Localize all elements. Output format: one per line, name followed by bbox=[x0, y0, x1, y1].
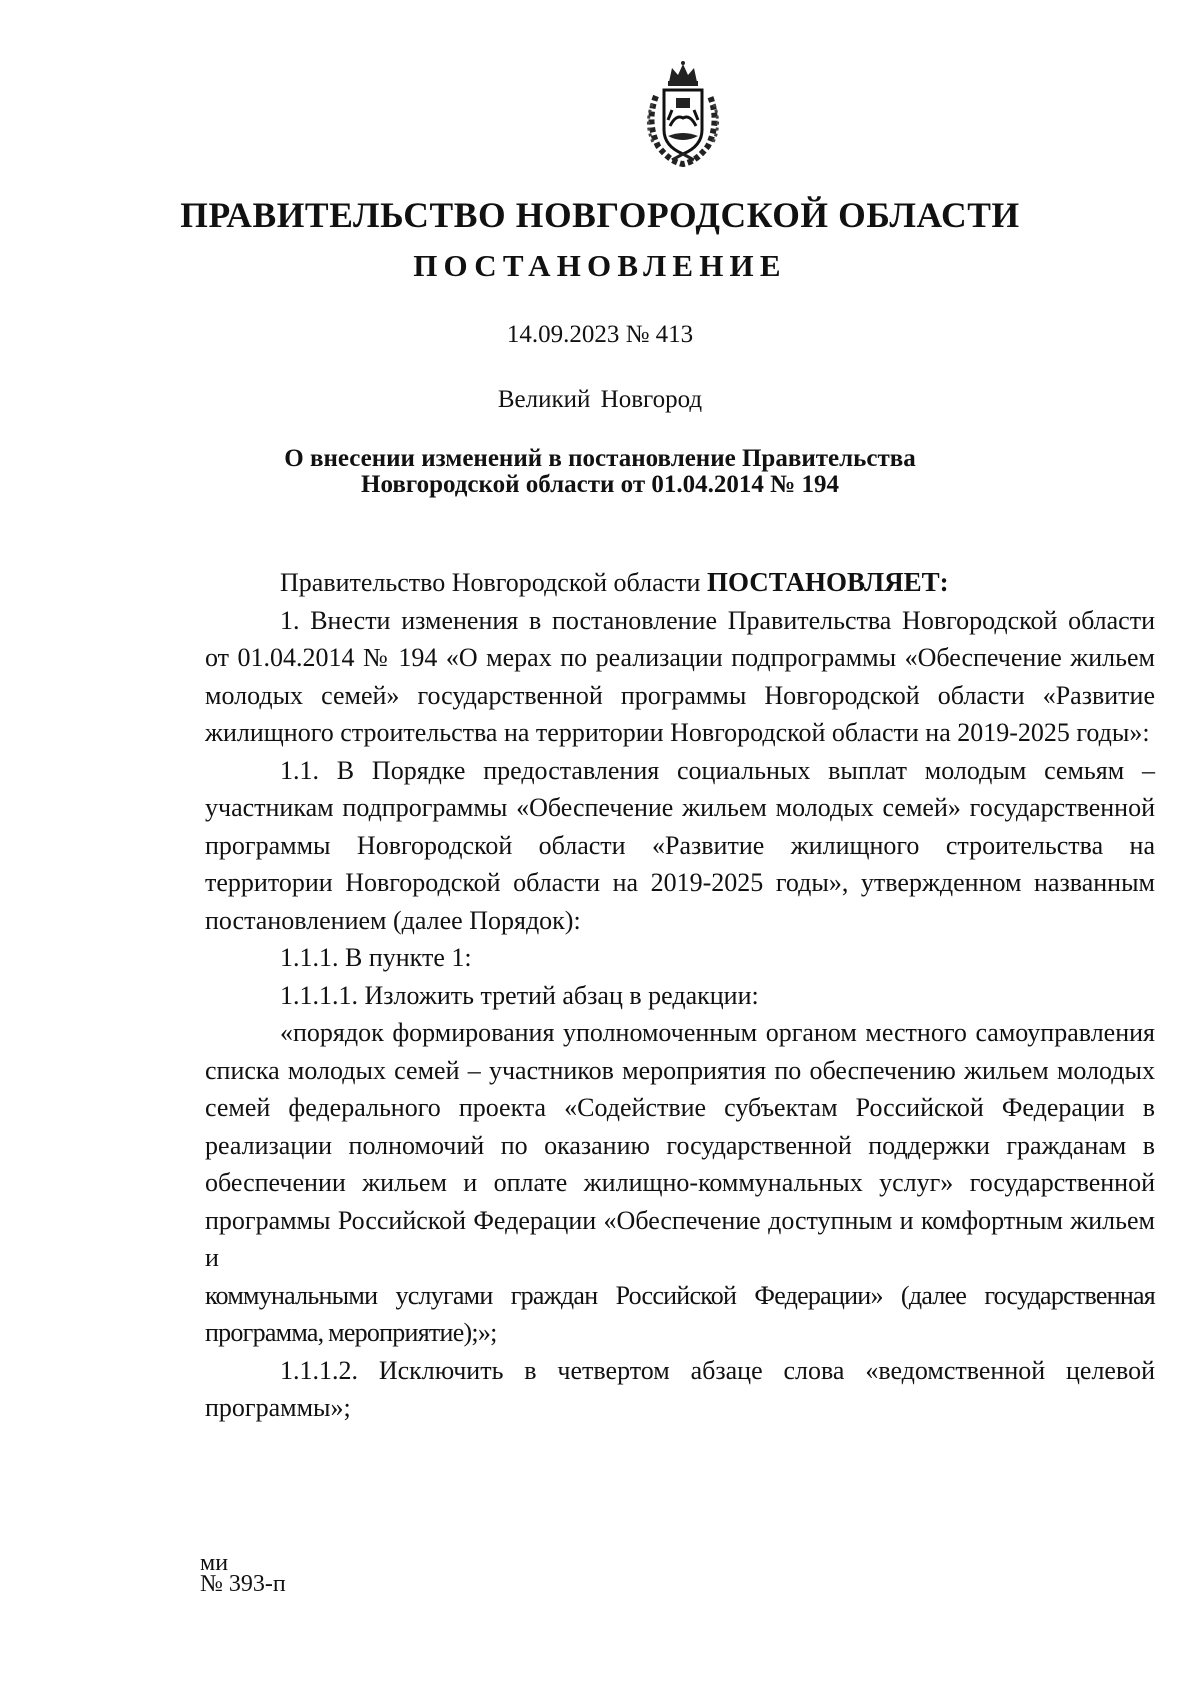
paragraph-1-1-1-2: 1.1.1.2. Исключить в четвертом абзаце слова «ведомственной целевой программы»; bbox=[205, 1355, 1155, 1422]
novgorod-coat-of-arms-icon bbox=[642, 60, 724, 168]
document-body bbox=[205, 564, 1155, 1427]
footer-code-number: № 393-п bbox=[200, 1571, 286, 1597]
document-date-number: 14.09.2023 № 413 bbox=[506, 321, 694, 348]
intro-lead: Правительство Новгородской области bbox=[280, 568, 701, 597]
paragraph-1-1-1-1: 1.1.1.1. Изложить третий абзац в редакции: bbox=[280, 980, 759, 1010]
paragraph-1: 1. Внести изменения в постановление Правительства Новгородской области от 01.04.2014 № 194 «О мерах по реализации подпрограммы «Обеспечение жильем молодых семей» государственной программы Новгородской области «Развитие жилищного строительства на территории Новгородской области на 2019-2025 годы»: bbox=[205, 605, 1155, 747]
quoted-paragraph: «порядок формирования уполномоченным органом местного самоуправления списка молодых семей – участников мероприятия по обеспечению жильем молодых семей федерального проекта «Содействие субъектам Российской Федерации в реализации полномочий по оказанию государственной поддержки гражданам в обеспечении жильем и оплате жилищно-коммунальных услуг» государственной программы Российской Федерации «Обеспечение доступным и комфортным жильем и bbox=[205, 1018, 1155, 1272]
intro-paragraph bbox=[205, 564, 1155, 602]
document-footer-code bbox=[200, 1550, 286, 1597]
footer-initials: ми bbox=[200, 1550, 229, 1576]
document-place: Великий Новгород bbox=[497, 386, 703, 413]
document-subject bbox=[0, 446, 1200, 498]
organization-title: ПРАВИТЕЛЬСТВО НОВГОРОДСКОЙ ОБЛАСТИ bbox=[180, 195, 1020, 235]
document-subject-line2: Новгородской области от 01.04.2014 № 194 bbox=[361, 471, 839, 498]
document-type: ПОСТАНОВЛЕНИЕ bbox=[413, 248, 787, 283]
paragraph-1-1: 1.1. В Порядке предоставления социальных выплат молодым семьям – участникам подпрограммы «Обеспечение жильем молодых семей» государственной программы Новгородской области «Развитие жилищного строительства на территории Новгородской области на 2019-2025 годы», утвержденном названным постановлением (далее Порядок): bbox=[205, 755, 1155, 935]
document-subject-line1: О внесении изменений в постановление Правительства bbox=[284, 445, 916, 472]
quoted-paragraph-tail: коммунальными услугами граждан Российской Федерации» (далее государственная программа, мероприятие);»; bbox=[205, 1280, 1155, 1347]
paragraph-1-1-1: 1.1.1. В пункте 1: bbox=[280, 943, 472, 972]
intro-decree: ПОСТАНОВЛЯЕТ: bbox=[706, 567, 949, 597]
